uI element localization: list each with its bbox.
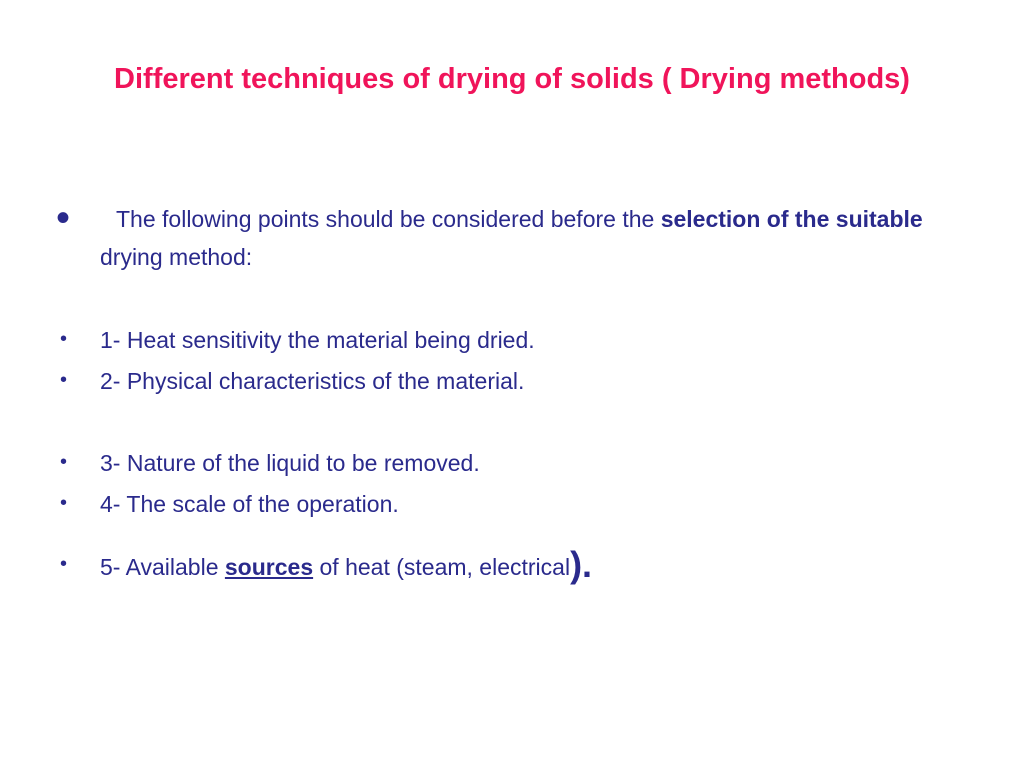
item5-before: 5- Available	[100, 554, 225, 580]
intro-part2: drying method:	[100, 244, 253, 270]
list-item-text	[100, 546, 960, 586]
bullet-icon: •	[60, 553, 68, 575]
list-item-text: 4- The scale of the operation.	[100, 491, 399, 517]
bullet-icon: •	[60, 492, 68, 514]
list-item-text: 2- Physical characteristics of the material.	[100, 368, 525, 394]
bullet-icon: •	[60, 328, 68, 350]
list-item-text: 3- Nature of the liquid to be removed.	[100, 450, 480, 476]
bullet-icon: •	[60, 369, 68, 391]
item5-sources: sources	[224, 554, 314, 580]
list-item-text: 1- Heat sensitivity the material being dried.	[100, 327, 535, 353]
bullet-icon: •	[60, 451, 68, 473]
item5-after: of heat (steam, electrical	[313, 554, 571, 580]
intro-bold: selection of the suitable	[660, 206, 923, 232]
bullet-icon: •	[56, 196, 71, 240]
intro-part1: The following points should be considered before the	[116, 206, 661, 232]
item5-closing: ).	[570, 544, 593, 585]
intro-text	[100, 200, 960, 276]
slide-title: Different techniques of drying of solids ( Drying methods)	[114, 63, 910, 95]
